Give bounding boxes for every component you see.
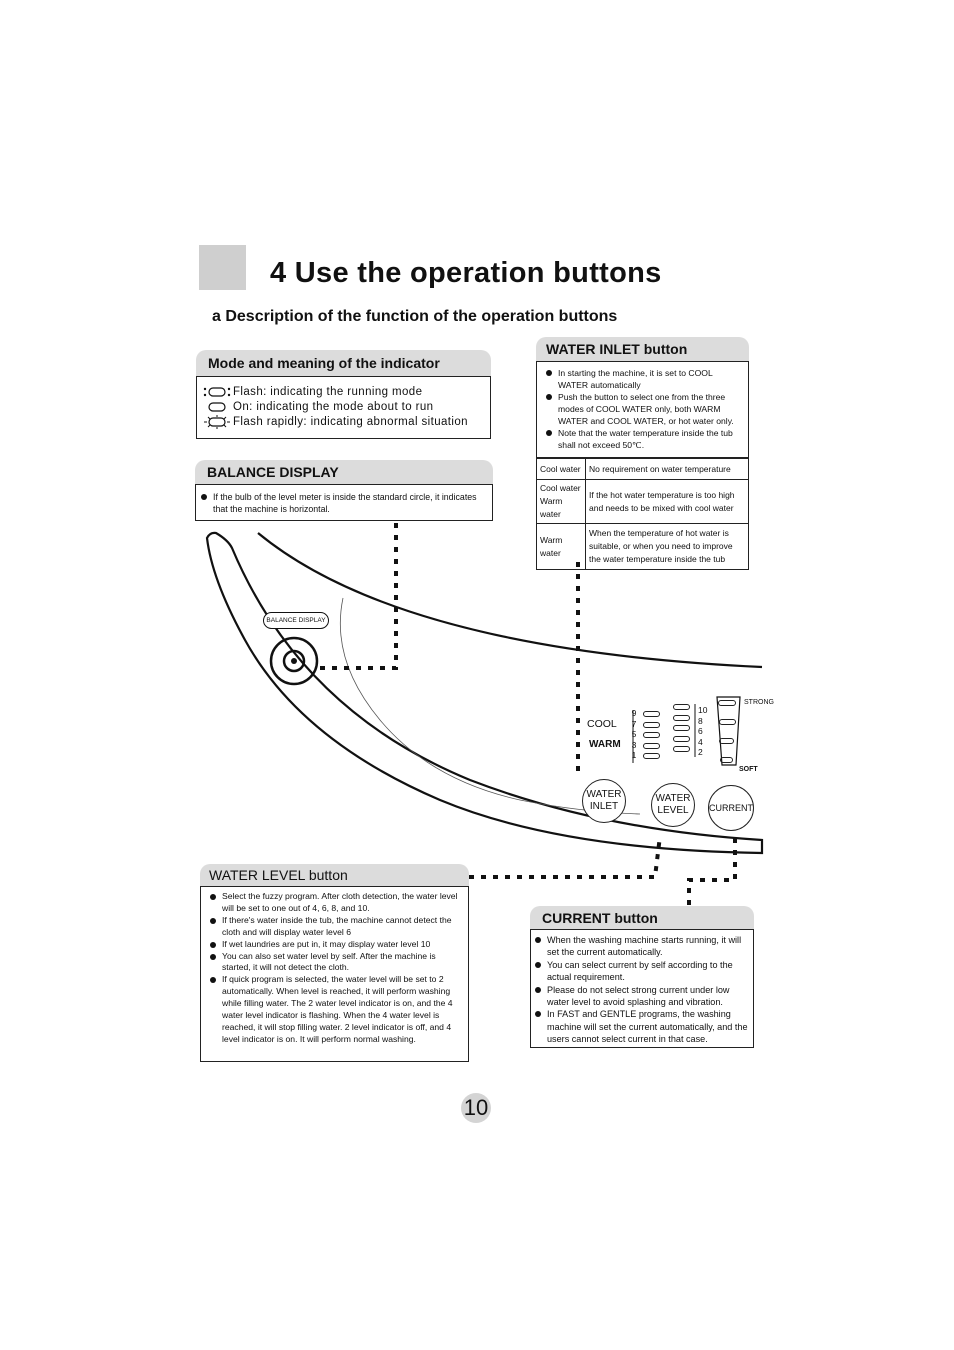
level-indicator [673,715,690,721]
water-level-title: WATER LEVEL button [200,864,469,886]
level-indicator [673,704,690,710]
water-level-bullet: If quick program is selected, the water level will be set to 2 automatically. When level is reached, it will perform washing while filling water. The 2 water level indicator is on, and the 4 water level indicator is flashing. When the 4 water level is reached, it will stop filling water. 2 level indicator is off, and 4 level indicator is on. It will perform normal washing. [209,974,462,1045]
soft-label: SOFT [739,766,758,773]
current-box [530,929,754,1048]
balance-title: BALANCE DISPLAY [195,460,493,484]
level-indicator [673,736,690,742]
level-number: 8 [698,715,703,726]
strong-label: STRONG [744,699,774,706]
level-number: 3 [631,739,637,750]
level-number: 10 [698,705,708,715]
water-level-bullet: If there's water inside the tub, the machine cannot detect the cloth and will display water level 6 [209,915,462,939]
indicator-text: Flash: indicating the running mode [233,385,423,398]
level-indicator [643,711,660,717]
table-cell-desc: No requirement on water temperature [586,459,749,480]
level-indicator [643,743,660,749]
table-cell-mode: Warm water [537,524,586,570]
level-indicator [673,725,690,731]
water-level-box [200,886,469,1062]
warm-label: WARM [589,739,621,750]
table-cell-mode: Cool water [537,459,586,480]
level-indicator [643,732,660,738]
left-level-numbers [628,708,640,761]
table-cell-desc: When the temperature of hot water is suitable, or when you need to improve the water temperature inside the tub [586,524,749,570]
indicator-title: Mode and meaning of the indicator [196,350,491,376]
level-number: 5 [631,729,637,739]
level-number: 6 [698,726,703,736]
level-number: 4 [698,736,703,747]
water-level-bullet: Select the fuzzy program. After cloth detection, the water level will be set to one out of 4, 6, 8, and 10. [209,891,462,915]
current-title: CURRENT button [530,906,754,929]
balance-display-label: BALANCE DISPLAY [263,612,329,629]
page-number: 10 [461,1093,491,1123]
current-indicator [718,700,736,706]
water-inlet-bullet: Push the button to select one from the three modes of COOL WATER only, both WARM WATER and COOL WATER, or hot water only. [545,391,744,427]
level-number: 9 [631,708,637,718]
level-number: 7 [631,718,637,729]
water-inlet-button[interactable]: WATER INLET [582,779,626,823]
indicator-text: On: indicating the mode about to run [233,400,434,413]
table-cell-desc: If the hot water temperature is too high and needs to be mixed with cool water [586,480,749,524]
current-indicator [720,757,733,763]
cool-label: COOL [587,718,617,730]
current-button[interactable]: CURRENT [708,785,754,831]
current-bullet: When the washing machine starts running, it will set the current automatically. [534,934,749,959]
table-cell-mode: Cool water Warm water [537,480,586,524]
water-level-button[interactable]: WATER LEVEL [651,783,695,827]
level-indicator [643,722,660,728]
current-indicator [719,719,736,725]
level-number: 2 [698,747,703,757]
water-inlet-bullet: In starting the machine, it is set to COOL WATER automatically [545,367,744,391]
balance-text: If the bulb of the level meter is inside the standard circle, it indicates that the machine is horizontal. [200,491,486,515]
right-level-indicators [673,704,690,752]
current-bullet: Please do not select strong current under low water level to avoid splashing and vibration. [534,984,749,1009]
page-title: 4 Use the operation buttons [270,257,662,289]
current-indicator [719,738,734,744]
left-level-indicators [643,711,660,759]
water-level-bullet: If wet laundries are put in, it may display water level 10 [209,939,462,951]
level-indicator [673,746,690,752]
water-inlet-title: WATER INLET button [536,337,749,361]
page-subtitle: a Description of the function of the operation buttons [212,308,618,325]
current-indicators [718,700,736,763]
right-level-numbers [698,705,707,758]
water-inlet-bullet: Note that the water temperature inside the tub shall not exceed 50℃. [545,427,744,451]
current-bullet: You can select current by self according to the actual requirement. [534,959,749,984]
water-level-bullet: You can also set water level by self. After the machine is started, it will not detect the cloth. [209,951,462,975]
level-number: 1 [631,750,637,760]
current-bullet: In FAST and GENTLE programs, the washing machine will set the current automatically, and the users cannot select current in that case. [534,1008,749,1045]
indicator-text: Flash rapidly: indicating abnormal situation [233,415,468,428]
level-indicator [643,753,660,759]
